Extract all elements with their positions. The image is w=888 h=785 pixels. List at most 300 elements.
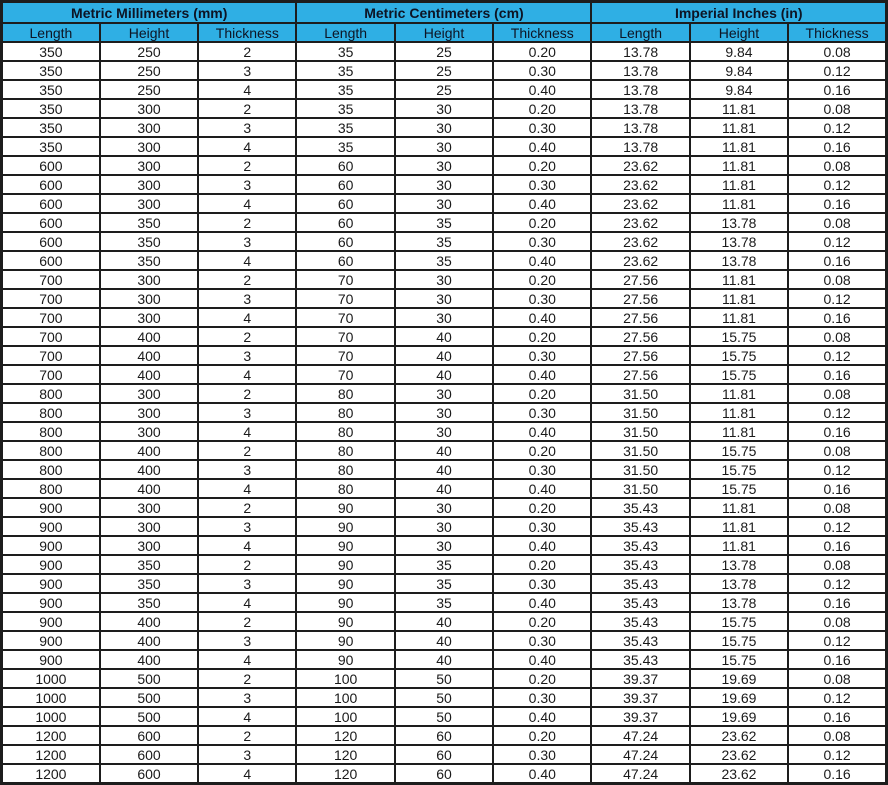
table-cell: 3: [198, 517, 296, 536]
col-header-mm-thickness: Thickness: [198, 23, 296, 42]
table-cell: 0.40: [493, 251, 591, 270]
table-cell: 0.40: [493, 479, 591, 498]
table-cell: 0.08: [788, 99, 886, 118]
table-cell: 11.81: [690, 194, 788, 213]
table-cell: 30: [395, 517, 493, 536]
table-cell: 40: [395, 441, 493, 460]
table-cell: 0.16: [788, 194, 886, 213]
table-cell: 80: [296, 441, 394, 460]
table-cell: 90: [296, 650, 394, 669]
table-row: [2, 688, 887, 707]
table-cell: 13.78: [591, 42, 689, 61]
table-cell: 2: [198, 555, 296, 574]
table-cell: 0.16: [788, 308, 886, 327]
table-cell: 0.20: [493, 555, 591, 574]
table-cell: 40: [395, 460, 493, 479]
table-cell: 0.16: [788, 251, 886, 270]
table-cell: 300: [100, 517, 198, 536]
table-cell: 300: [100, 308, 198, 327]
table-cell: 90: [296, 536, 394, 555]
table-cell: 47.24: [591, 764, 689, 784]
table-cell: 23.62: [591, 213, 689, 232]
table-cell: 3: [198, 346, 296, 365]
table-row: [2, 99, 887, 118]
table-cell: 13.78: [690, 251, 788, 270]
table-cell: 250: [100, 61, 198, 80]
table-cell: 90: [296, 517, 394, 536]
table-cell: 350: [2, 137, 100, 156]
table-cell: 35: [395, 232, 493, 251]
table-row: [2, 745, 887, 764]
table-cell: 31.50: [591, 422, 689, 441]
table-cell: 2: [198, 498, 296, 517]
table-row: [2, 308, 887, 327]
group-title-row: [2, 2, 887, 24]
table-cell: 13.78: [591, 99, 689, 118]
table-cell: 4: [198, 365, 296, 384]
table-cell: 0.12: [788, 574, 886, 593]
table-cell: 300: [100, 137, 198, 156]
table-cell: 90: [296, 631, 394, 650]
table-cell: 300: [100, 422, 198, 441]
table-cell: 70: [296, 289, 394, 308]
table-cell: 70: [296, 365, 394, 384]
table-row: [2, 555, 887, 574]
table-cell: 0.20: [493, 327, 591, 346]
table-cell: 3: [198, 232, 296, 251]
table-cell: 900: [2, 536, 100, 555]
table-row: [2, 346, 887, 365]
table-row: [2, 289, 887, 308]
table-cell: 0.08: [788, 213, 886, 232]
table-cell: 600: [100, 745, 198, 764]
table-cell: 9.84: [690, 42, 788, 61]
table-cell: 30: [395, 289, 493, 308]
table-cell: 70: [296, 308, 394, 327]
table-row: [2, 422, 887, 441]
table-cell: 0.12: [788, 346, 886, 365]
table-row: [2, 479, 887, 498]
table-cell: 0.30: [493, 118, 591, 137]
table-cell: 31.50: [591, 384, 689, 403]
table-cell: 0.12: [788, 175, 886, 194]
table-row: [2, 536, 887, 555]
table-cell: 60: [296, 213, 394, 232]
table-cell: 2: [198, 612, 296, 631]
table-cell: 0.40: [493, 707, 591, 726]
table-cell: 500: [100, 688, 198, 707]
table-cell: 0.20: [493, 669, 591, 688]
table-cell: 27.56: [591, 308, 689, 327]
table-cell: 11.81: [690, 384, 788, 403]
table-cell: 60: [296, 251, 394, 270]
table-row: [2, 612, 887, 631]
table-cell: 800: [2, 403, 100, 422]
table-cell: 35: [296, 118, 394, 137]
table-cell: 900: [2, 593, 100, 612]
table-cell: 0.30: [493, 688, 591, 707]
table-cell: 2: [198, 270, 296, 289]
table-cell: 900: [2, 650, 100, 669]
table-cell: 0.20: [493, 42, 591, 61]
table-row: [2, 517, 887, 536]
table-cell: 2: [198, 441, 296, 460]
table-cell: 4: [198, 137, 296, 156]
table-row: [2, 631, 887, 650]
table-cell: 0.12: [788, 745, 886, 764]
table-cell: 30: [395, 498, 493, 517]
table-cell: 350: [100, 574, 198, 593]
table-cell: 3: [198, 745, 296, 764]
table-cell: 300: [100, 403, 198, 422]
table-row: [2, 669, 887, 688]
table-cell: 30: [395, 308, 493, 327]
table-cell: 0.30: [493, 61, 591, 80]
table-cell: 19.69: [690, 707, 788, 726]
table-cell: 23.62: [591, 194, 689, 213]
table-cell: 4: [198, 650, 296, 669]
table-row: [2, 460, 887, 479]
table-cell: 0.12: [788, 517, 886, 536]
table-cell: 350: [2, 42, 100, 61]
table-cell: 1000: [2, 669, 100, 688]
table-cell: 800: [2, 441, 100, 460]
table-cell: 3: [198, 289, 296, 308]
table-cell: 0.40: [493, 137, 591, 156]
table-cell: 35.43: [591, 650, 689, 669]
table-cell: 4: [198, 479, 296, 498]
table-cell: 15.75: [690, 650, 788, 669]
table-cell: 40: [395, 612, 493, 631]
table-cell: 1200: [2, 764, 100, 784]
table-body: [2, 42, 887, 784]
table-cell: 35: [395, 251, 493, 270]
table-cell: 47.24: [591, 745, 689, 764]
table-cell: 11.81: [690, 517, 788, 536]
table-cell: 0.20: [493, 156, 591, 175]
table-cell: 70: [296, 327, 394, 346]
table-cell: 900: [2, 631, 100, 650]
table-cell: 0.16: [788, 80, 886, 99]
table-cell: 13.78: [690, 574, 788, 593]
table-row: [2, 175, 887, 194]
table-cell: 35.43: [591, 498, 689, 517]
table-cell: 600: [2, 232, 100, 251]
table-cell: 700: [2, 346, 100, 365]
table-cell: 11.81: [690, 118, 788, 137]
table-cell: 80: [296, 479, 394, 498]
table-cell: 35: [395, 593, 493, 612]
table-cell: 23.62: [690, 726, 788, 745]
table-cell: 600: [100, 726, 198, 745]
table-cell: 120: [296, 764, 394, 784]
table-cell: 400: [100, 631, 198, 650]
table-cell: 50: [395, 688, 493, 707]
table-cell: 0.20: [493, 612, 591, 631]
col-header-mm-length: Length: [2, 23, 100, 42]
table-cell: 15.75: [690, 631, 788, 650]
table-cell: 900: [2, 574, 100, 593]
table-cell: 35: [395, 555, 493, 574]
table-cell: 600: [2, 156, 100, 175]
table-cell: 4: [198, 251, 296, 270]
table-cell: 0.08: [788, 384, 886, 403]
table-cell: 300: [100, 99, 198, 118]
table-cell: 3: [198, 688, 296, 707]
table-cell: 2: [198, 42, 296, 61]
table-cell: 0.20: [493, 99, 591, 118]
table-cell: 35: [395, 574, 493, 593]
table-row: [2, 137, 887, 156]
table-cell: 0.40: [493, 422, 591, 441]
table-cell: 500: [100, 707, 198, 726]
table-cell: 600: [2, 175, 100, 194]
table-cell: 350: [100, 232, 198, 251]
table-cell: 300: [100, 118, 198, 137]
table-cell: 100: [296, 669, 394, 688]
table-cell: 800: [2, 422, 100, 441]
table-cell: 4: [198, 707, 296, 726]
col-header-cm-length: Length: [296, 23, 394, 42]
table-cell: 0.20: [493, 270, 591, 289]
table-cell: 27.56: [591, 289, 689, 308]
table-cell: 2: [198, 213, 296, 232]
table-cell: 300: [100, 498, 198, 517]
table-cell: 0.16: [788, 137, 886, 156]
table-cell: 250: [100, 80, 198, 99]
table-cell: 600: [2, 194, 100, 213]
table-cell: 11.81: [690, 422, 788, 441]
table-row: [2, 118, 887, 137]
table-cell: 40: [395, 327, 493, 346]
table-cell: 0.08: [788, 42, 886, 61]
table-cell: 100: [296, 688, 394, 707]
table-cell: 400: [100, 327, 198, 346]
table-cell: 120: [296, 726, 394, 745]
table-cell: 2: [198, 99, 296, 118]
table-cell: 27.56: [591, 346, 689, 365]
table-cell: 3: [198, 403, 296, 422]
table-cell: 25: [395, 80, 493, 99]
table-cell: 3: [198, 61, 296, 80]
table-cell: 0.08: [788, 327, 886, 346]
table-cell: 0.08: [788, 555, 886, 574]
table-cell: 600: [2, 213, 100, 232]
table-cell: 23.62: [591, 156, 689, 175]
table-cell: 40: [395, 479, 493, 498]
table-row: [2, 726, 887, 745]
table-cell: 35.43: [591, 631, 689, 650]
table-cell: 350: [2, 80, 100, 99]
table-cell: 35: [296, 99, 394, 118]
table-row: [2, 42, 887, 61]
table-cell: 23.62: [591, 175, 689, 194]
table-cell: 0.12: [788, 688, 886, 707]
table-cell: 2: [198, 327, 296, 346]
table-cell: 300: [100, 156, 198, 175]
table-row: [2, 327, 887, 346]
table-cell: 600: [100, 764, 198, 784]
group-title-in: Imperial Inches (in): [591, 2, 886, 24]
table-cell: 0.16: [788, 707, 886, 726]
table-cell: 27.56: [591, 327, 689, 346]
table-cell: 350: [2, 61, 100, 80]
table-cell: 31.50: [591, 403, 689, 422]
table-cell: 13.78: [690, 555, 788, 574]
table-cell: 31.50: [591, 479, 689, 498]
table-cell: 11.81: [690, 536, 788, 555]
table-cell: 0.30: [493, 631, 591, 650]
table-cell: 90: [296, 498, 394, 517]
table-cell: 25: [395, 61, 493, 80]
table-cell: 80: [296, 422, 394, 441]
table-row: [2, 403, 887, 422]
table-cell: 3: [198, 118, 296, 137]
table-row: [2, 80, 887, 99]
table-cell: 13.78: [591, 80, 689, 99]
table-row: [2, 194, 887, 213]
table-cell: 30: [395, 536, 493, 555]
table-cell: 0.30: [493, 517, 591, 536]
table-row: [2, 574, 887, 593]
table-cell: 0.40: [493, 593, 591, 612]
table-cell: 700: [2, 365, 100, 384]
table-cell: 39.37: [591, 669, 689, 688]
table-cell: 60: [296, 194, 394, 213]
table-cell: 4: [198, 194, 296, 213]
table-cell: 13.78: [690, 593, 788, 612]
table-cell: 3: [198, 631, 296, 650]
table-cell: 35.43: [591, 574, 689, 593]
col-header-in-length: Length: [591, 23, 689, 42]
table-cell: 400: [100, 365, 198, 384]
table-cell: 27.56: [591, 365, 689, 384]
table-cell: 300: [100, 384, 198, 403]
col-header-in-height: Height: [690, 23, 788, 42]
table-cell: 4: [198, 536, 296, 555]
table-cell: 30: [395, 137, 493, 156]
table-cell: 800: [2, 460, 100, 479]
table-cell: 35.43: [591, 612, 689, 631]
table-cell: 11.81: [690, 289, 788, 308]
table-cell: 47.24: [591, 726, 689, 745]
table-cell: 0.30: [493, 346, 591, 365]
table-cell: 90: [296, 593, 394, 612]
table-cell: 11.81: [690, 270, 788, 289]
group-title-cm: Metric Centimeters (cm): [296, 2, 591, 24]
table-cell: 0.16: [788, 365, 886, 384]
table-cell: 800: [2, 479, 100, 498]
table-cell: 30: [395, 99, 493, 118]
table-row: [2, 707, 887, 726]
table-cell: 60: [296, 156, 394, 175]
table-cell: 0.30: [493, 289, 591, 308]
table-cell: 0.08: [788, 612, 886, 631]
table-cell: 30: [395, 403, 493, 422]
table-cell: 3: [198, 460, 296, 479]
table-cell: 80: [296, 403, 394, 422]
table-cell: 40: [395, 650, 493, 669]
table-cell: 0.30: [493, 574, 591, 593]
table-cell: 39.37: [591, 707, 689, 726]
table-cell: 350: [2, 118, 100, 137]
table-cell: 11.81: [690, 308, 788, 327]
table-row: [2, 61, 887, 80]
table-cell: 60: [296, 175, 394, 194]
table-cell: 300: [100, 270, 198, 289]
table-cell: 0.40: [493, 194, 591, 213]
table-cell: 0.16: [788, 650, 886, 669]
table-cell: 15.75: [690, 327, 788, 346]
table-cell: 90: [296, 574, 394, 593]
table-cell: 60: [395, 726, 493, 745]
table-cell: 350: [100, 555, 198, 574]
table-cell: 1000: [2, 707, 100, 726]
table-cell: 0.16: [788, 536, 886, 555]
table-row: [2, 384, 887, 403]
table-cell: 300: [100, 536, 198, 555]
table-cell: 13.78: [591, 61, 689, 80]
table-cell: 30: [395, 194, 493, 213]
table-cell: 13.78: [690, 232, 788, 251]
table-cell: 0.16: [788, 764, 886, 784]
table-cell: 900: [2, 612, 100, 631]
table-cell: 35: [296, 61, 394, 80]
table-cell: 70: [296, 346, 394, 365]
table-cell: 1200: [2, 745, 100, 764]
table-cell: 13.78: [591, 118, 689, 137]
table-cell: 60: [296, 232, 394, 251]
sub-header-row: [2, 23, 887, 42]
table-row: [2, 498, 887, 517]
table-cell: 50: [395, 707, 493, 726]
table-cell: 400: [100, 346, 198, 365]
table-cell: 80: [296, 460, 394, 479]
table-row: [2, 441, 887, 460]
table-cell: 40: [395, 346, 493, 365]
table-cell: 350: [2, 99, 100, 118]
table-cell: 900: [2, 555, 100, 574]
table-cell: 70: [296, 270, 394, 289]
table-cell: 2: [198, 726, 296, 745]
table-cell: 0.12: [788, 61, 886, 80]
table-cell: 39.37: [591, 688, 689, 707]
table-cell: 30: [395, 384, 493, 403]
table-row: [2, 270, 887, 289]
table-cell: 0.12: [788, 118, 886, 137]
table-cell: 300: [100, 289, 198, 308]
table-cell: 400: [100, 650, 198, 669]
table-cell: 90: [296, 555, 394, 574]
table-cell: 0.30: [493, 232, 591, 251]
col-header-cm-thickness: Thickness: [493, 23, 591, 42]
table-cell: 0.20: [493, 498, 591, 517]
table-cell: 11.81: [690, 403, 788, 422]
table-cell: 400: [100, 441, 198, 460]
table-cell: 0.16: [788, 593, 886, 612]
table-cell: 0.16: [788, 479, 886, 498]
table-cell: 31.50: [591, 441, 689, 460]
table-cell: 30: [395, 422, 493, 441]
table-cell: 11.81: [690, 137, 788, 156]
table-cell: 35: [296, 137, 394, 156]
table-cell: 0.08: [788, 441, 886, 460]
table-cell: 350: [100, 213, 198, 232]
table-cell: 1200: [2, 726, 100, 745]
table-cell: 40: [395, 365, 493, 384]
table-cell: 600: [2, 251, 100, 270]
table-cell: 25: [395, 42, 493, 61]
